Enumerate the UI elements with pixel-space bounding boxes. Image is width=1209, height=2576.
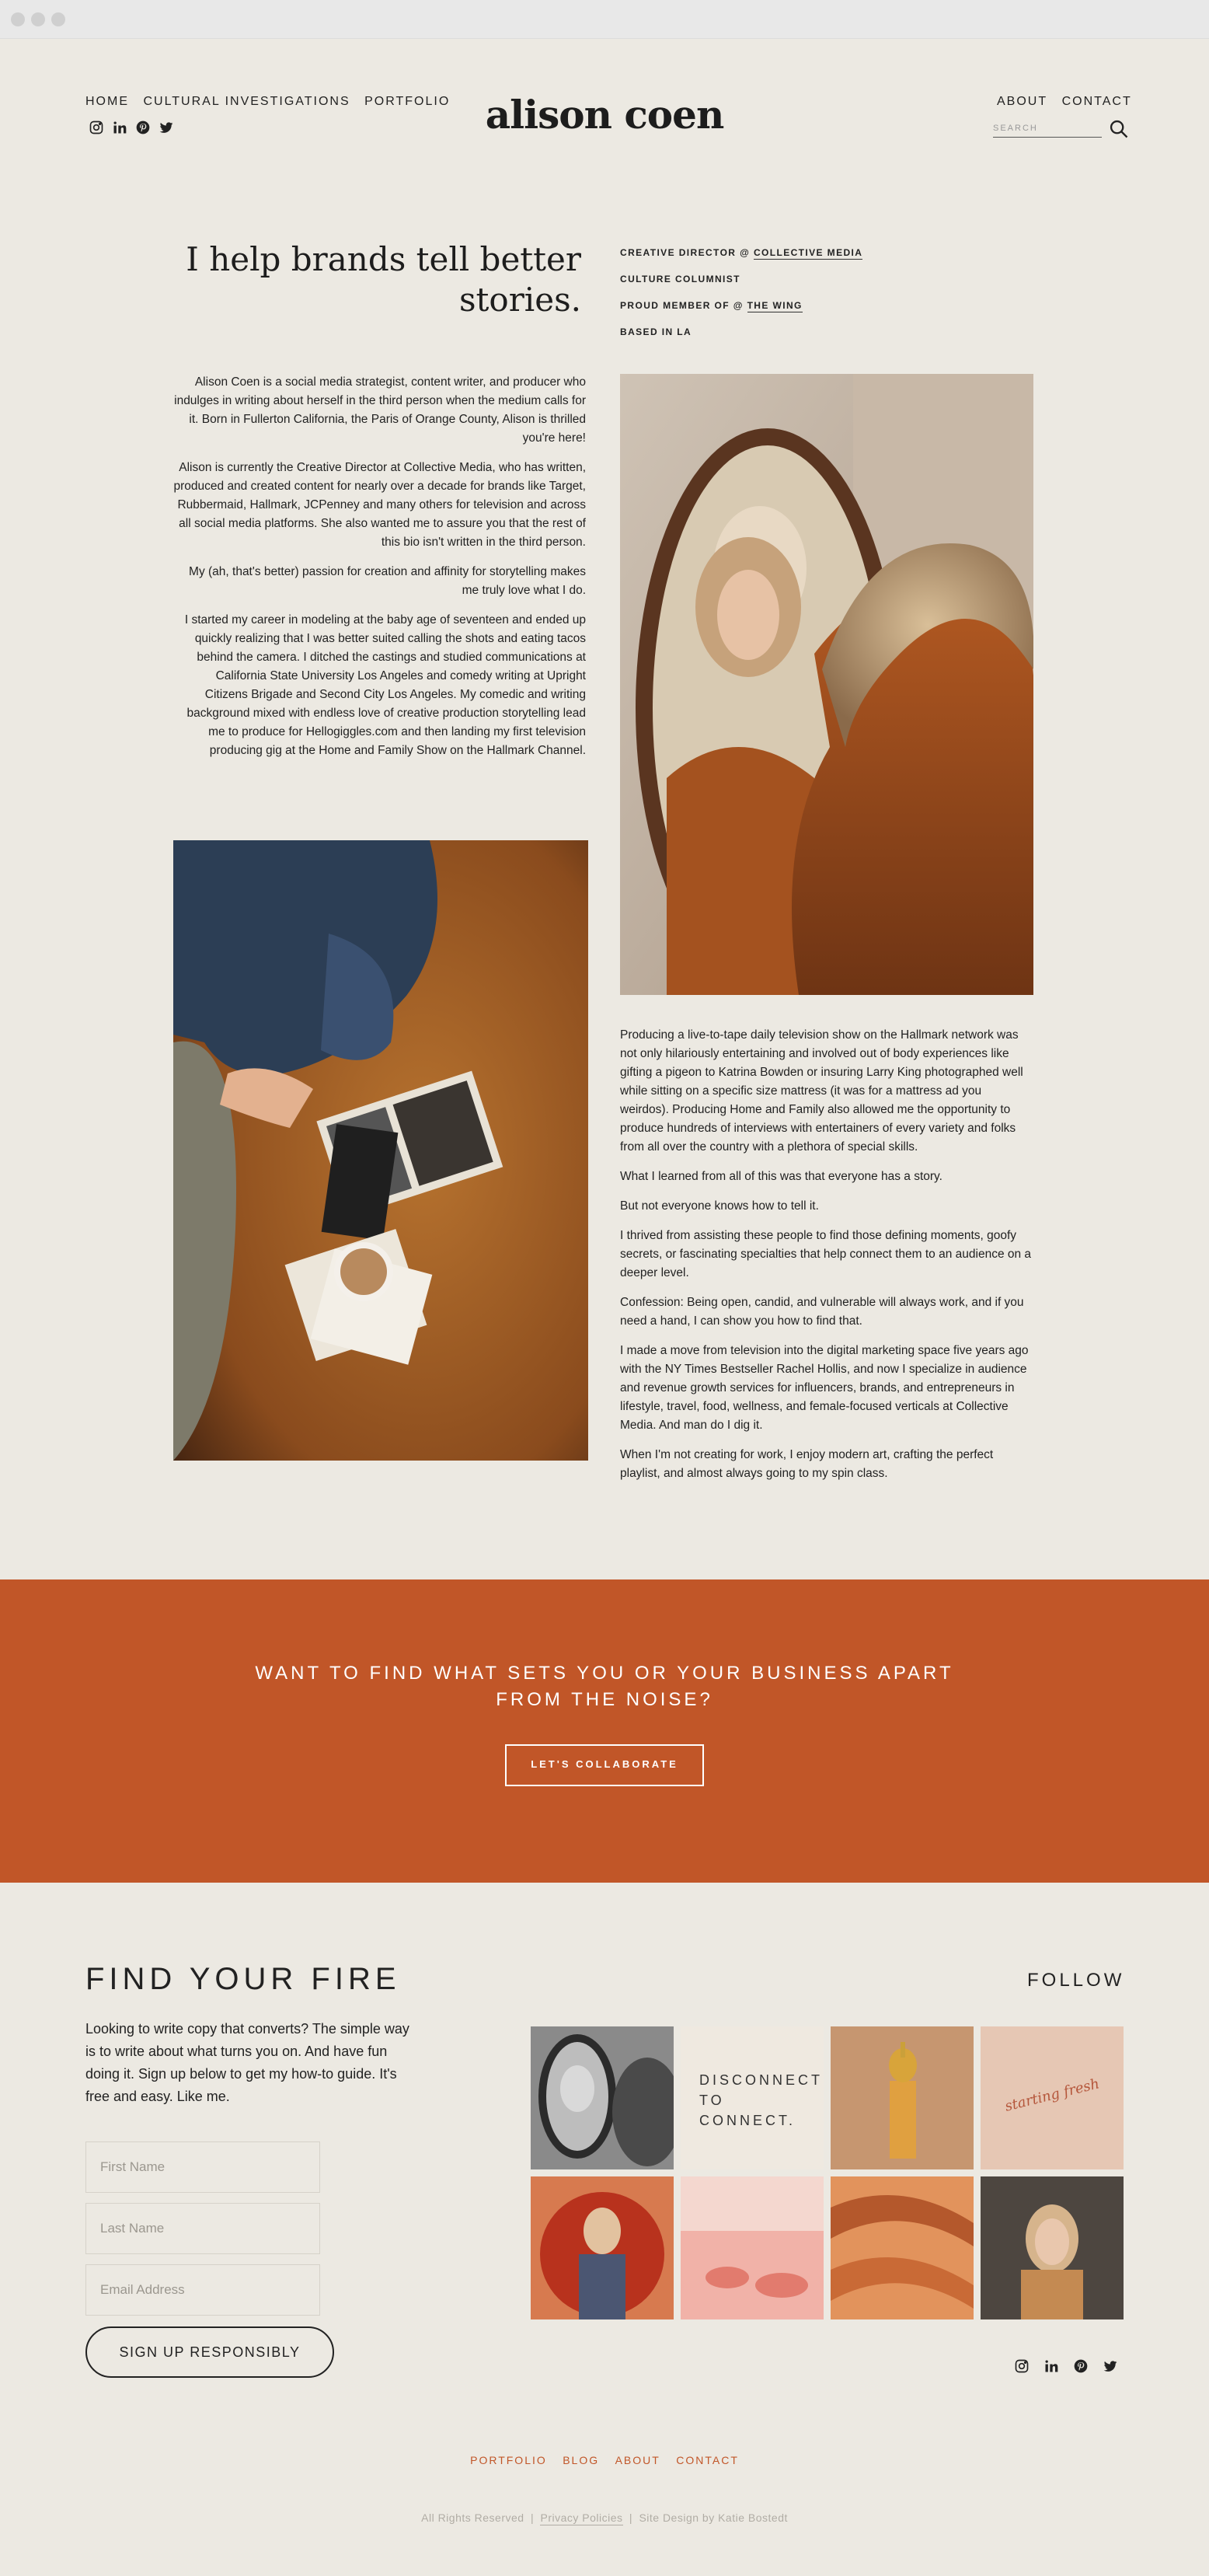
pinterest-icon[interactable] (1073, 2358, 1093, 2379)
bio-paragraph: But not everyone knows how to tell it. (620, 1199, 819, 1213)
search-icon[interactable] (1108, 118, 1130, 140)
credential-item: PROUD MEMBER OF @ THE WING (620, 300, 803, 311)
portrait-mirror-photo (620, 374, 1033, 995)
nav-about[interactable]: ABOUT (997, 95, 1048, 108)
browser-chrome (0, 0, 1209, 39)
hero-headline (155, 239, 581, 320)
footer-link-portfolio[interactable]: PORTFOLIO (470, 2454, 547, 2466)
instagram-tile[interactable]: starting fresh (981, 2026, 1124, 2169)
newsletter-title: FIND YOUR FIRE (85, 1962, 401, 1996)
collective-media-link[interactable]: COLLECTIVE MEDIA (753, 247, 863, 258)
site-credit[interactable]: Site Design by Katie Bostedt (639, 2511, 788, 2524)
bio-paragraph: I started my career in modeling at the baby age of seventeen and ended up quickly realizing that I was better suited calling the shots and eating tacos behind the camera. I ditched the castings and studied communications at California State University Los Angeles and comedy writing at Upright Citizens Brigade and Second City Los Angeles. My comedic and writing background mixed with endless love of creative production storytelling lead me to produce for Hellogiggles.com and then landing my first television producing gig at the Home and Family Show on the Hallmark Channel. (184, 613, 586, 757)
reading-rug-photo (173, 840, 588, 1461)
credentials-list (620, 247, 1009, 353)
banner-headline: WANT TO FIND WHAT SETS YOU OR YOUR BUSINESS APART FROM THE NOISE? (255, 1663, 954, 1710)
footer-nav (0, 2454, 1209, 2468)
bio-paragraph: I thrived from assisting these people to find those defining moments, goofy secrets, or fascinating specialties that help connect them to an audience on a deeper level. (620, 1229, 1032, 1279)
instagram-tile[interactable] (831, 2026, 974, 2169)
bio-paragraph: What I learned from all of this was that everyone has a story. (620, 1170, 942, 1183)
twitter-icon[interactable] (1103, 2358, 1123, 2379)
instagram-tile[interactable] (981, 2176, 1124, 2319)
bio-paragraph: Alison is currently the Creative Director at Collective Media, who has written, produced and created content for nearly over a decade for brands like Target, Rubbermaid, Hallmark, JCPenney and many others for television and across all social media platforms. She also wanted me to assure you that the rest of this bio isn't written in the third person. (173, 461, 586, 549)
footer-link-about[interactable]: ABOUT (615, 2454, 660, 2466)
bio-paragraph: Producing a live-to-tape daily television show on the Hallmark network was not only hilariously entertaining and involved out of body experiences like gifting a pigeon to Katrina Bowden or insuring Larry King photographed well while sitting on a specific size mattress (it was for a mattress ad you weirdos). Producing Home and Family also allowed me the opportunity to produce hundreds of interviews with entertainers of every variety and folks from all over the country with a plethora of special skills. (620, 1028, 1023, 1154)
instagram-tile[interactable] (531, 2176, 674, 2319)
collaborate-banner (0, 1579, 1209, 1883)
credential-item: CULTURE COLUMNIST (620, 274, 740, 284)
bio-left-column (172, 373, 586, 771)
instagram-tile[interactable] (831, 2176, 974, 2319)
footer-link-contact[interactable]: CONTACT (676, 2454, 739, 2466)
hero-headline-line1: I help brands tell better (186, 240, 581, 278)
site-logo[interactable]: alison coen (485, 92, 724, 138)
search-input[interactable]: SEARCH (993, 120, 1102, 138)
email-field[interactable]: Email Address (85, 2264, 320, 2316)
nav-cultural-investigations[interactable]: CULTURAL INVESTIGATIONS (143, 95, 350, 108)
footer-link-blog[interactable]: BLOG (563, 2454, 600, 2466)
hero-headline-line2: stories. (459, 281, 581, 319)
bio-paragraph: Confession: Being open, candid, and vulnerable will always work, and if you need a hand, I can show you how to find that. (620, 1296, 1024, 1328)
bio-paragraph: I made a move from television into the digital marketing space five years ago with the NY Times Bestseller Rachel Hollis, and now I specialize in audience and revenue growth services for influencers, brands, and entrepreneurs in lifestyle, travel, food, wellness, and female-focused verticals at Collective Media. And man do I dig it. (620, 1344, 1029, 1432)
credential-item: CREATIVE DIRECTOR @ COLLECTIVE MEDIA (620, 247, 863, 258)
window-zoom-dot[interactable] (51, 12, 65, 26)
instagram-icon[interactable] (1014, 2358, 1034, 2379)
bio-right-column (620, 1026, 1033, 1494)
copyright-line: All Rights Reserved | Privacy Policies | Site Design by Katie Bostedt (421, 2511, 788, 2524)
instagram-tile[interactable] (681, 2176, 824, 2319)
window-minimize-dot[interactable] (31, 12, 45, 26)
primary-nav-right (997, 95, 1132, 109)
lets-collaborate-button[interactable]: LET'S COLLABORATE (505, 1744, 704, 1786)
sign-up-button[interactable]: SIGN UP RESPONSIBLY (85, 2326, 334, 2378)
first-name-field[interactable]: First Name (85, 2141, 320, 2193)
copyright-text: All Rights Reserved (421, 2511, 524, 2524)
follow-title: FOLLOW (1027, 1970, 1125, 1991)
linkedin-icon[interactable] (1044, 2358, 1064, 2379)
last-name-field[interactable]: Last Name (85, 2203, 320, 2254)
bio-paragraph: Alison Coen is a social media strategist, content writer, and producer who indulges in writing about herself in the third person when the medium calls for it. Born in Fullerton California, the Paris of Orange County, Alison is thrilled you're here! (174, 375, 586, 445)
privacy-policy-link[interactable]: Privacy Policies (540, 2511, 623, 2524)
credential-item: BASED IN LA (620, 326, 692, 337)
footer-social-icons (1014, 2358, 1123, 2379)
bio-paragraph: My (ah, that's better) passion for creation and affinity for storytelling makes me truly love what I do. (189, 565, 586, 597)
nav-contact[interactable]: CONTACT (1061, 95, 1132, 108)
instagram-tile[interactable] (531, 2026, 674, 2169)
the-wing-link[interactable]: THE WING (747, 300, 803, 311)
window-close-dot[interactable] (11, 12, 25, 26)
instagram-tile[interactable]: DISCONNECT TO CONNECT. (681, 2026, 824, 2169)
nav-home[interactable]: HOME (85, 95, 129, 108)
nav-portfolio[interactable]: PORTFOLIO (364, 95, 451, 108)
search-bar (993, 118, 1130, 140)
bio-paragraph: When I'm not creating for work, I enjoy modern art, crafting the perfect playlist, and almost always going to my spin class. (620, 1448, 994, 1480)
newsletter-description: Looking to write copy that converts? The simple way is to write about what turns you on. And have fun doing it. Sign up below to get my how-to guide. It's free and easy. Like me. (85, 2021, 409, 2104)
